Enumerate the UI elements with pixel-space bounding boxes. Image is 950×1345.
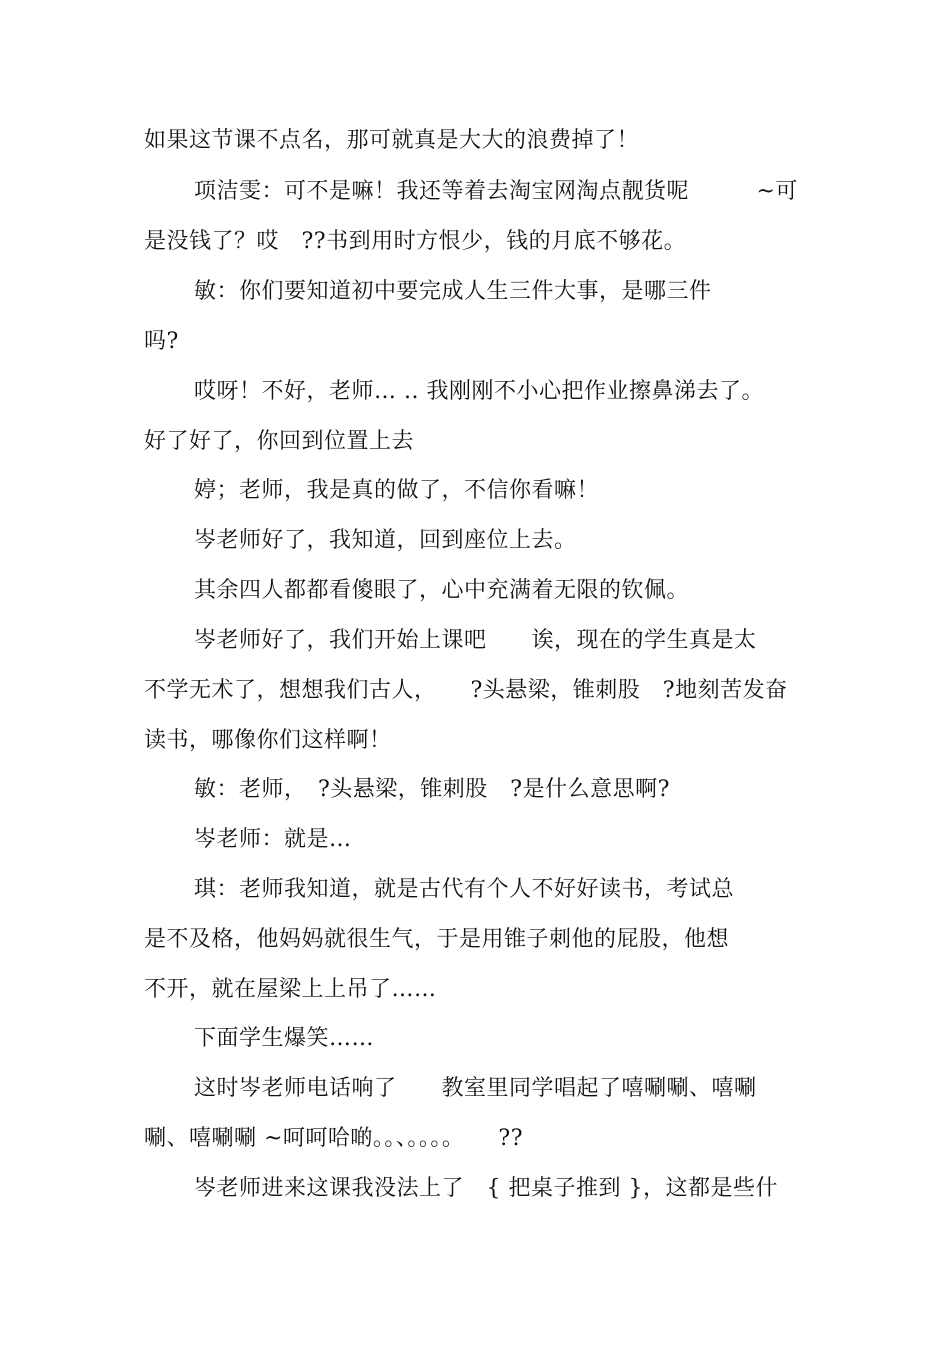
text-line: 项洁雯：可不是嘛！我还等着去淘宝网淘点靓货呢 ~可 bbox=[194, 179, 798, 204]
text-line: 哎呀！不好，老师… .. 我刚刚不小心把作业擦鼻涕去了。 bbox=[194, 379, 764, 404]
text-line: 是不及格，他妈妈就很生气，于是用锥子刺他的屁股，他想 bbox=[144, 927, 730, 952]
text-line: 这时岑老师电话响了 教室里同学唱起了嘻唰唰、嘻唰 bbox=[194, 1076, 757, 1101]
text-line: 好了好了，你回到位置上去 bbox=[144, 429, 415, 454]
text-line: 不开，就在屋梁上上吊了…… bbox=[144, 977, 437, 1002]
text-line: 读书，哪像你们这样啊！ bbox=[144, 728, 392, 753]
text-line: 琪：老师我知道，就是古代有个人不好好读书，考试总 bbox=[194, 877, 735, 902]
text-line: 其余四人都都看傻眼了，心中充满着无限的钦佩。 bbox=[194, 578, 690, 603]
text-line: 是没钱了？哎 ??书到用时方恨少，钱的月底不够花。 bbox=[144, 229, 687, 254]
text-line: 敏：老师， ?头悬梁，锥刺股 ?是什么意思啊? bbox=[194, 777, 670, 802]
text-line: 不学无术了，想想我们古人， ?头悬梁，锥刺股 ?地刻苦发奋 bbox=[144, 678, 788, 703]
text-line: 岑老师进来这课我没法上了 { 把桌子推到 }，这都是些什 bbox=[194, 1176, 778, 1201]
text-line: 婷；老师，我是真的做了，不信你看嘛！ bbox=[194, 478, 600, 503]
text-line: 敏：你们要知道初中要完成人生三件大事，是哪三件 bbox=[194, 279, 712, 304]
text-line: 岑老师：就是… bbox=[194, 827, 352, 852]
text-line: 唰、嘻唰唰 ~呵呵哈啲。。、。。。。 ?? bbox=[144, 1126, 524, 1151]
text-line: 岑老师好了，我们开始上课吧 诶，现在的学生真是太 bbox=[194, 628, 757, 653]
text-line: 吗? bbox=[144, 329, 179, 354]
text-line: 岑老师好了，我知道，回到座位上去。 bbox=[194, 528, 577, 553]
text-line: 如果这节课不点名，那可就真是大大的浪费掉了！ bbox=[144, 128, 640, 153]
text-line: 下面学生爆笑…… bbox=[194, 1026, 375, 1051]
